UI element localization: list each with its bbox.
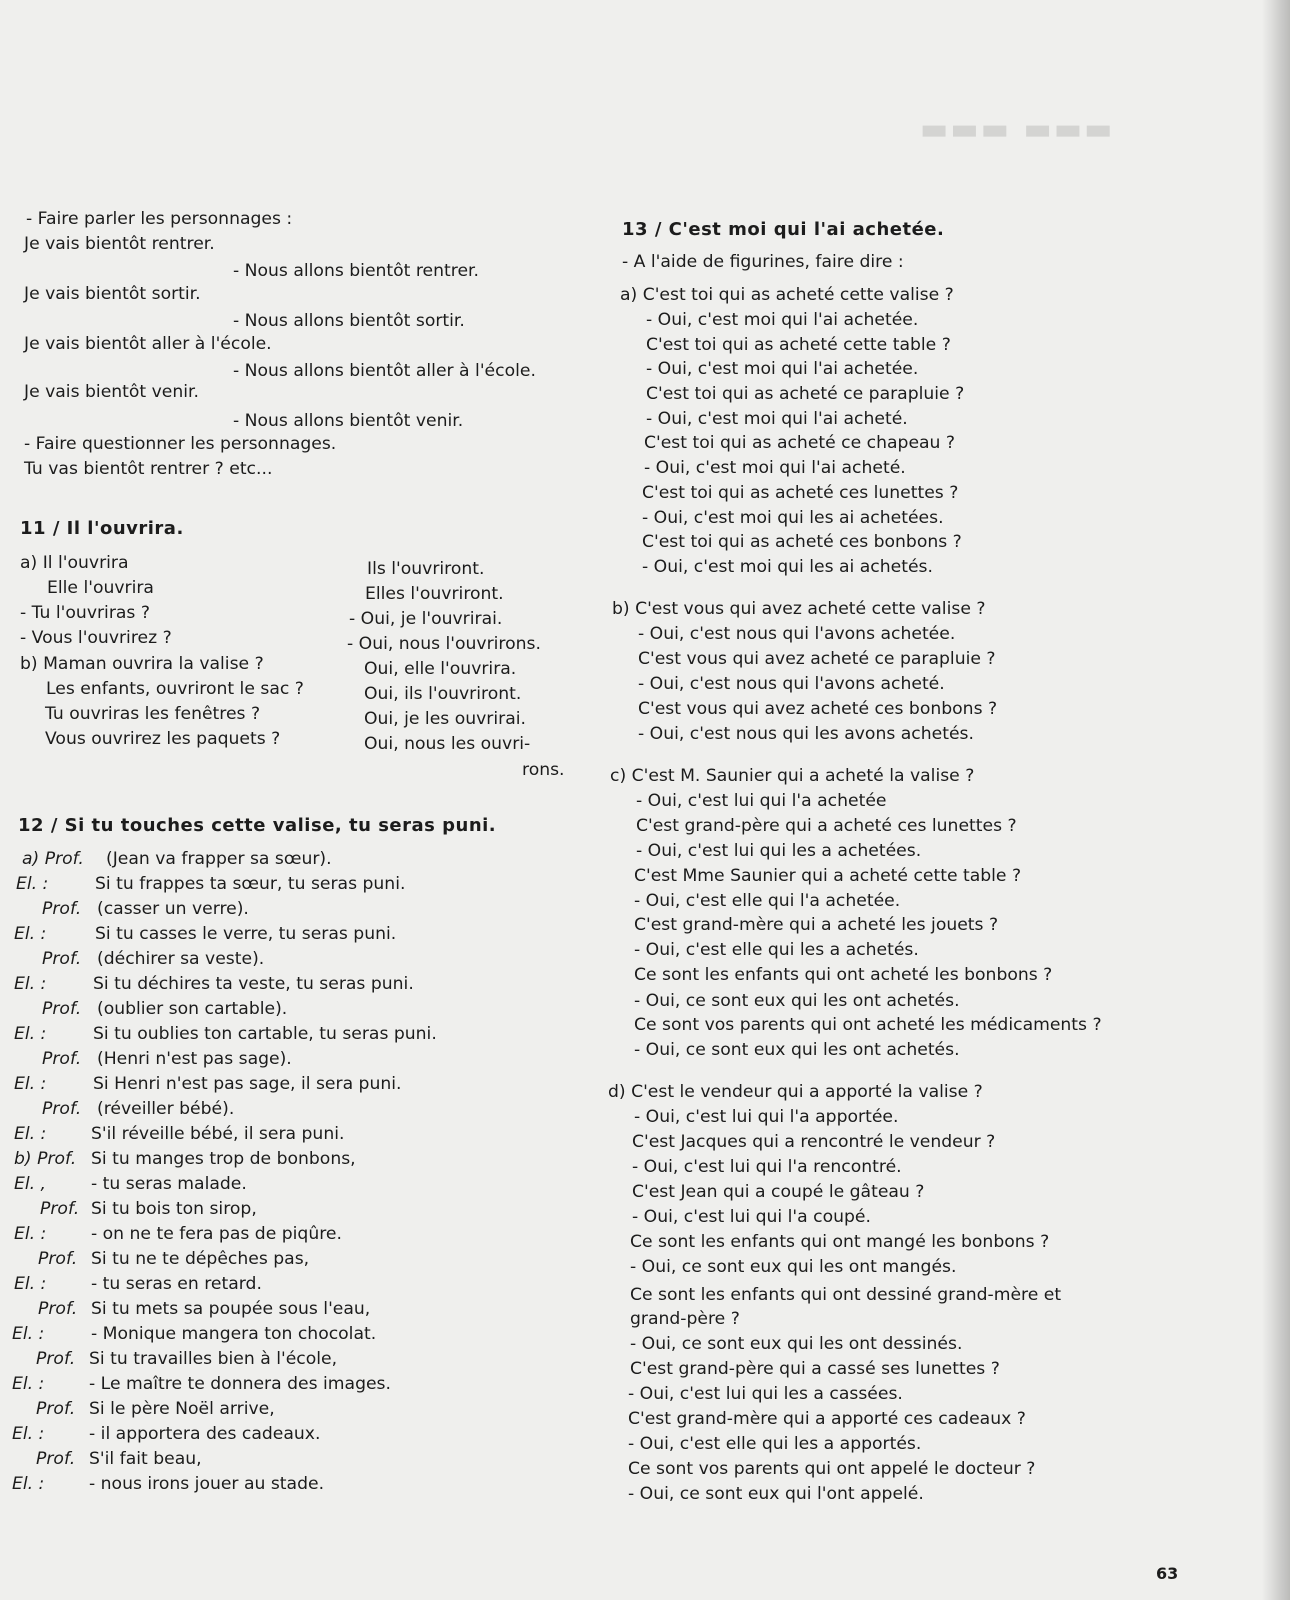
ex13-question: C'est grand-père qui a cassé ses lunettes ? bbox=[630, 1359, 1000, 1379]
ex12-utterance: - il apportera des cadeaux. bbox=[89, 1424, 321, 1444]
ex13-question: C'est toi qui as acheté cette table ? bbox=[646, 335, 951, 355]
ex10-answer: - Nous allons bientôt venir. bbox=[233, 411, 464, 431]
ex12-speaker: El. : bbox=[14, 1224, 47, 1244]
ex13-question: a) C'est toi qui as acheté cette valise ? bbox=[620, 285, 954, 305]
ex12-speaker: b) Prof. bbox=[14, 1149, 77, 1169]
ex12-utterance: (Jean va frapper sa sœur). bbox=[106, 849, 332, 869]
ex13-question: C'est Jean qui a coupé le gâteau ? bbox=[632, 1182, 925, 1202]
ex11-title: 11 / Il l'ouvrira. bbox=[20, 518, 184, 539]
show-through-decoration: ▬▬▬ ▬▬▬ bbox=[920, 112, 1115, 147]
ex13-question: C'est toi qui as acheté ces lunettes ? bbox=[642, 483, 959, 503]
ex12-utterance: - nous irons jouer au stade. bbox=[89, 1474, 325, 1494]
ex11-left: a) Il l'ouvrira bbox=[20, 553, 129, 573]
ex13-answer: - Oui, ce sont eux qui les ont achetés. bbox=[634, 1040, 960, 1060]
ex11-right: Oui, elle l'ouvrira. bbox=[364, 659, 517, 679]
ex12-utterance: - on ne te fera pas de piqûre. bbox=[91, 1224, 342, 1244]
ex12-utterance: Si tu manges trop de bonbons, bbox=[91, 1149, 356, 1169]
ex11-right: Oui, je les ouvrirai. bbox=[364, 709, 526, 729]
ex12-speaker: Prof. bbox=[36, 1399, 76, 1419]
ex13-question: C'est grand-père qui a acheté ces lunettes ? bbox=[636, 816, 1017, 836]
ex12-utterance: Si Henri n'est pas sage, il sera puni. bbox=[93, 1074, 402, 1094]
ex12-utterance: Si tu bois ton sirop, bbox=[91, 1199, 257, 1219]
ex12-speaker: El. : bbox=[12, 1374, 45, 1394]
ex13-question: grand-père ? bbox=[630, 1309, 740, 1329]
ex12-utterance: (réveiller bébé). bbox=[97, 1099, 235, 1119]
ex12-speaker: Prof. bbox=[42, 999, 82, 1019]
ex12-speaker: El. : bbox=[12, 1324, 45, 1344]
ex13-question: C'est Mme Saunier qui a acheté cette table ? bbox=[634, 866, 1022, 886]
ex11-right: - Oui, nous l'ouvrirons. bbox=[347, 634, 541, 654]
ex13-answer: - Oui, ce sont eux qui l'ont appelé. bbox=[628, 1484, 924, 1504]
ex13-answer: - Oui, c'est moi qui les ai achetées. bbox=[642, 508, 944, 528]
ex12-speaker: El. : bbox=[16, 874, 49, 894]
ex12-speaker: Prof. bbox=[36, 1449, 76, 1469]
ex12-utterance: Si tu casses le verre, tu seras puni. bbox=[95, 924, 397, 944]
ex12-utterance: Si tu déchires ta veste, tu seras puni. bbox=[93, 974, 414, 994]
ex12-speaker: Prof. bbox=[38, 1249, 78, 1269]
ex13-answer: - Oui, c'est lui qui l'a apportée. bbox=[634, 1107, 899, 1127]
ex12-speaker: Prof. bbox=[42, 1099, 82, 1119]
ex12-title: 12 / Si tu touches cette valise, tu seras puni. bbox=[18, 815, 497, 836]
ex13-answer: - Oui, c'est lui qui les a cassées. bbox=[628, 1384, 903, 1404]
ex11-left: Les enfants, ouvriront le sac ? bbox=[46, 679, 304, 699]
ex13-question: Ce sont vos parents qui ont appelé le docteur ? bbox=[628, 1459, 1036, 1479]
ex12-speaker: El. : bbox=[14, 1074, 47, 1094]
ex13-answer: - Oui, c'est lui qui l'a rencontré. bbox=[632, 1157, 902, 1177]
ex12-utterance: (Henri n'est pas sage). bbox=[97, 1049, 292, 1069]
ex12-speaker: El. : bbox=[14, 1024, 47, 1044]
ex13-answer: - Oui, c'est lui qui les a achetées. bbox=[636, 841, 922, 861]
ex13-question: C'est grand-mère qui a apporté ces cadeaux ? bbox=[628, 1409, 1026, 1429]
ex13-title: 13 / C'est moi qui l'ai achetée. bbox=[622, 219, 945, 240]
ex12-utterance: Si tu oublies ton cartable, tu seras puni. bbox=[93, 1024, 437, 1044]
ex12-utterance: (déchirer sa veste). bbox=[97, 949, 265, 969]
ex11-left: Vous ouvrirez les paquets ? bbox=[45, 729, 281, 749]
ex13-question: d) C'est le vendeur qui a apporté la valise ? bbox=[608, 1082, 983, 1102]
ex12-utterance: - tu seras en retard. bbox=[91, 1274, 262, 1294]
ex11-left: Tu ouvriras les fenêtres ? bbox=[45, 704, 261, 724]
ex10-answer: - Nous allons bientôt aller à l'école. bbox=[233, 361, 536, 381]
ex12-utterance: Si tu ne te dépêches pas, bbox=[91, 1249, 310, 1269]
ex10-intro2: - Faire questionner les personnages. bbox=[24, 434, 337, 454]
ex10-answer: - Nous allons bientôt sortir. bbox=[233, 311, 465, 331]
page-number: 63 bbox=[1156, 1564, 1179, 1583]
ex13-answer: - Oui, ce sont eux qui les ont achetés. bbox=[634, 991, 960, 1011]
ex13-answer: - Oui, c'est moi qui l'ai achetée. bbox=[646, 359, 919, 379]
ex11-right: - Oui, je l'ouvrirai. bbox=[349, 609, 503, 629]
ex12-speaker: Prof. bbox=[40, 1199, 80, 1219]
ex12-speaker: Prof. bbox=[42, 1049, 82, 1069]
ex13-question: C'est Jacques qui a rencontré le vendeur ? bbox=[632, 1132, 996, 1152]
ex13-intro: - A l'aide de figurines, faire dire : bbox=[622, 252, 904, 272]
ex11-left: - Tu l'ouvriras ? bbox=[20, 603, 150, 623]
ex11-right: Oui, nous les ouvri- bbox=[364, 734, 531, 754]
ex10-intro: - Faire parler les personnages : bbox=[26, 209, 293, 229]
ex11-tail: rons. bbox=[522, 760, 565, 780]
ex13-question: C'est toi qui as acheté ce chapeau ? bbox=[644, 433, 956, 453]
ex13-answer: - Oui, c'est elle qui les a apportés. bbox=[628, 1434, 922, 1454]
ex13-question: C'est vous qui avez acheté ces bonbons ? bbox=[638, 699, 998, 719]
ex13-answer: - Oui, c'est lui qui l'a coupé. bbox=[632, 1207, 871, 1227]
ex12-speaker: El. : bbox=[14, 1124, 47, 1144]
ex12-utterance: - tu seras malade. bbox=[91, 1174, 247, 1194]
ex13-answer: - Oui, c'est moi qui l'ai achetée. bbox=[646, 310, 919, 330]
ex12-utterance: - Monique mangera ton chocolat. bbox=[91, 1324, 377, 1344]
ex13-question: Ce sont les enfants qui ont acheté les bonbons ? bbox=[634, 965, 1053, 985]
ex13-question: Ce sont vos parents qui ont acheté les médicaments ? bbox=[634, 1015, 1102, 1035]
ex12-speaker: a) Prof. bbox=[22, 849, 84, 869]
ex13-question: C'est grand-mère qui a acheté les jouets ? bbox=[634, 915, 999, 935]
ex11-left: b) Maman ouvrira la valise ? bbox=[20, 654, 264, 674]
ex12-speaker: Prof. bbox=[36, 1349, 76, 1369]
ex12-speaker: El. : bbox=[12, 1424, 45, 1444]
page-edge-shadow bbox=[1262, 0, 1290, 1600]
ex10-question: Je vais bientôt sortir. bbox=[24, 284, 201, 304]
ex12-utterance: - Le maître te donnera des images. bbox=[89, 1374, 391, 1394]
ex12-speaker: El. : bbox=[14, 1274, 47, 1294]
ex12-utterance: (oublier son cartable). bbox=[97, 999, 288, 1019]
ex13-answer: - Oui, c'est moi qui les ai achetés. bbox=[642, 557, 933, 577]
ex12-utterance: Si tu mets sa poupée sous l'eau, bbox=[91, 1299, 371, 1319]
ex10-question: Je vais bientôt rentrer. bbox=[24, 234, 215, 254]
ex12-speaker: El. : bbox=[14, 924, 47, 944]
ex13-answer: - Oui, c'est nous qui l'avons achetée. bbox=[638, 624, 956, 644]
ex11-right: Oui, ils l'ouvriront. bbox=[364, 684, 522, 704]
ex13-question: Ce sont les enfants qui ont dessiné grand-mère et bbox=[630, 1285, 1062, 1305]
ex13-question: Ce sont les enfants qui ont mangé les bonbons ? bbox=[630, 1232, 1050, 1252]
ex11-left: - Vous l'ouvrirez ? bbox=[20, 628, 172, 648]
ex13-answer: - Oui, c'est lui qui l'a achetée bbox=[636, 791, 887, 811]
ex12-speaker: Prof. bbox=[38, 1299, 78, 1319]
ex13-answer: - Oui, c'est nous qui l'avons acheté. bbox=[638, 674, 945, 694]
ex12-utterance: Si tu travailles bien à l'école, bbox=[89, 1349, 338, 1369]
ex13-question: C'est vous qui avez acheté ce parapluie ? bbox=[638, 649, 996, 669]
ex12-speaker: El. : bbox=[12, 1474, 45, 1494]
ex12-utterance: S'il réveille bébé, il sera puni. bbox=[91, 1124, 345, 1144]
ex12-speaker: El. , bbox=[14, 1174, 47, 1194]
ex11-right: Elles l'ouvriront. bbox=[365, 584, 504, 604]
ex12-speaker: Prof. bbox=[42, 949, 82, 969]
ex10-answer: - Nous allons bientôt rentrer. bbox=[233, 261, 479, 281]
ex13-answer: - Oui, ce sont eux qui les ont mangés. bbox=[630, 1257, 957, 1277]
ex10-question: Je vais bientôt venir. bbox=[24, 382, 199, 402]
ex12-speaker: Prof. bbox=[42, 899, 82, 919]
ex12-utterance: Si le père Noël arrive, bbox=[89, 1399, 275, 1419]
ex11-left: Elle l'ouvrira bbox=[47, 578, 154, 598]
ex13-question: b) C'est vous qui avez acheté cette valise ? bbox=[612, 599, 986, 619]
ex10-example: Tu vas bientôt rentrer ? etc... bbox=[24, 459, 273, 479]
ex13-question: c) C'est M. Saunier qui a acheté la valise ? bbox=[610, 766, 975, 786]
ex10-question: Je vais bientôt aller à l'école. bbox=[24, 334, 272, 354]
ex13-question: C'est toi qui as acheté ces bonbons ? bbox=[642, 532, 962, 552]
ex13-question: C'est toi qui as acheté ce parapluie ? bbox=[646, 384, 965, 404]
ex12-utterance: (casser un verre). bbox=[97, 899, 249, 919]
ex13-answer: - Oui, ce sont eux qui les ont dessinés. bbox=[630, 1334, 963, 1354]
ex13-answer: - Oui, c'est elle qui les a achetés. bbox=[634, 940, 919, 960]
ex12-speaker: El. : bbox=[14, 974, 47, 994]
ex13-answer: - Oui, c'est moi qui l'ai acheté. bbox=[644, 458, 906, 478]
ex13-answer: - Oui, c'est nous qui les avons achetés. bbox=[638, 724, 974, 744]
ex11-right: Ils l'ouvriront. bbox=[367, 559, 485, 579]
ex13-answer: - Oui, c'est elle qui l'a achetée. bbox=[634, 891, 901, 911]
ex13-answer: - Oui, c'est moi qui l'ai acheté. bbox=[646, 409, 908, 429]
ex12-utterance: Si tu frappes ta sœur, tu seras puni. bbox=[95, 874, 406, 894]
ex12-utterance: S'il fait beau, bbox=[89, 1449, 202, 1469]
